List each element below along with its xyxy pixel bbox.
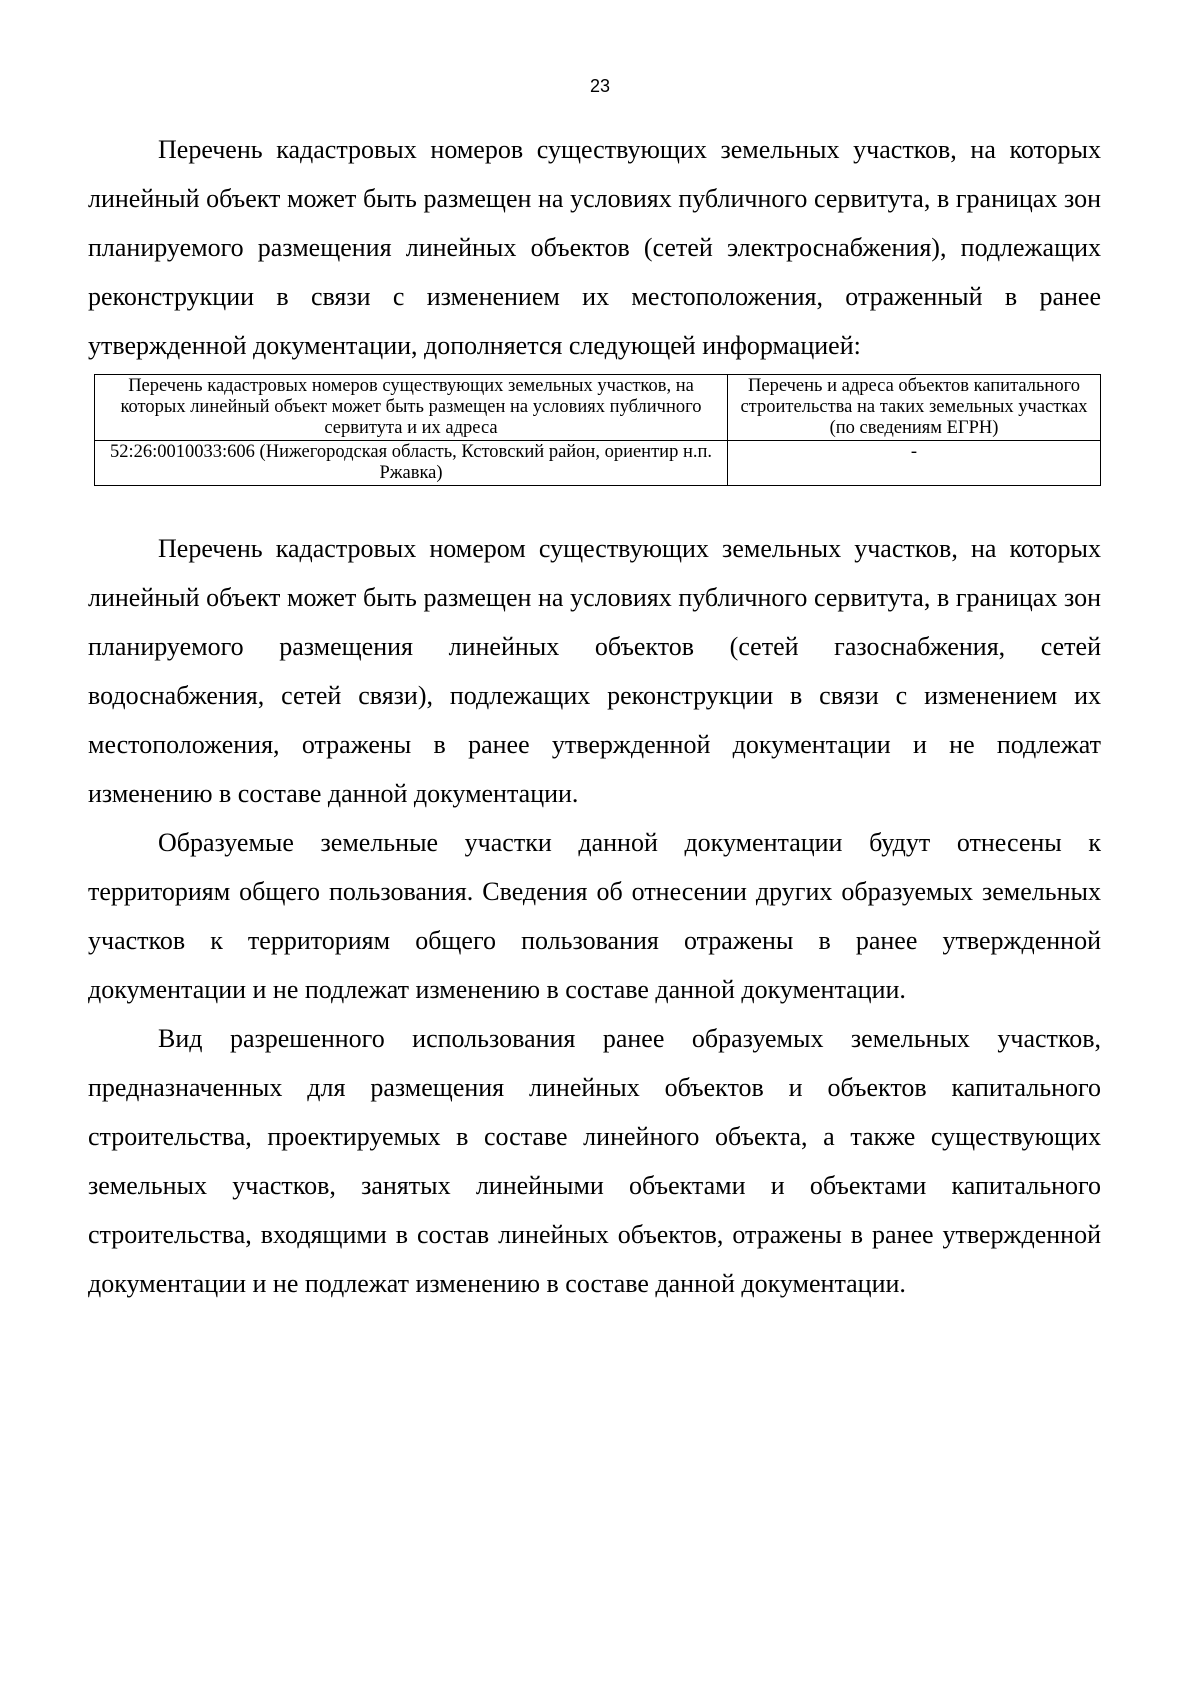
- table-header-row: [95, 375, 1101, 441]
- cadastral-table: [94, 374, 1101, 486]
- table-header-cadastral-numbers: Перечень кадастровых номеров существующих земельных участков, на которых линейный объект может быть размещен на условиях публичного сервитута и их адреса: [95, 375, 728, 441]
- paragraph-public-territories: Образуемые земельные участки данной документации будут отнесены к территориям общего пользования. Сведения об отнесении других образуемых земельных участков к территориям общего пользования отражены в ранее утвержденной документации и не подлежат изменению в составе данной документации.: [88, 828, 1101, 1004]
- document-body: [88, 125, 1101, 1308]
- paragraph-gas-water-networks: Перечень кадастровых номером существующих земельных участков, на которых линейный объект может быть размещен на условиях публичного сервитута, в границах зон планируемого размещения линейных объектов (сетей газоснабжения, сетей водоснабжения, сетей связи), подлежащих реконструкции в связи с изменением их местоположения, отражены в ранее утвержденной документации и не подлежат изменению в составе данной документации.: [88, 534, 1101, 808]
- table-header-capital-objects: Перечень и адреса объектов капитального строительства на таких земельных участках (по сведениям ЕГРН): [728, 375, 1101, 441]
- paragraph-intro: Перечень кадастровых номеров существующих земельных участков, на которых линейный объект может быть размещен на условиях публичного сервитута, в границах зон планируемого размещения линейных объектов (сетей электроснабжения), подлежащих реконструкции в связи с изменением их местоположения, отраженный в ранее утвержденной документации, дополняется следующей информацией:: [88, 135, 1101, 360]
- table-cell-capital-objects: -: [728, 441, 1101, 486]
- page-number: 23: [589, 76, 611, 96]
- table-row: [95, 441, 1101, 486]
- table-cell-cadastral-number: 52:26:0010033:606 (Нижегородская область, Кстовский район, ориентир н.п. Ржавка): [95, 441, 728, 486]
- paragraph-permitted-use: Вид разрешенного использования ранее образуемых земельных участков, предназначенных для размещения линейных объектов и объектов капитального строительства, проектируемых в составе линейного объекта, а также существующих земельных участков, занятых линейными объектами и объектами капитального строительства, входящими в состав линейных объектов, отражены в ранее утвержденной документации и не подлежат изменению в составе данной документации.: [88, 1024, 1101, 1298]
